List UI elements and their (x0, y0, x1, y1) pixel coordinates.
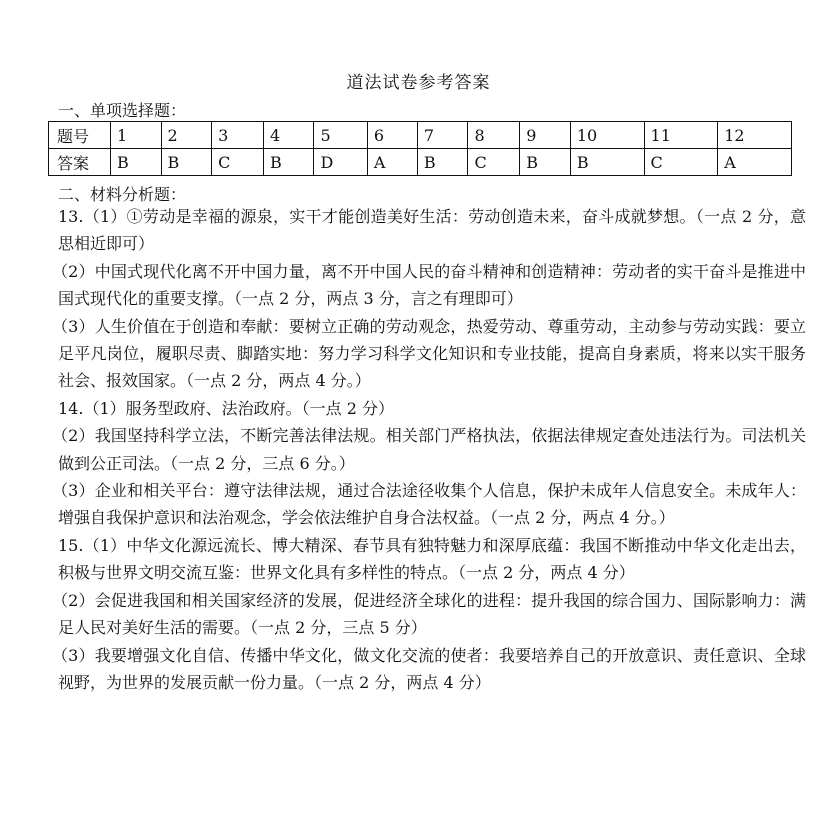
table-cell: 5 (314, 122, 367, 149)
table-cell: C (468, 149, 520, 176)
q15-part1: 15.（1）中华文化源远流长、博大精深、春节具有独特魅力和深厚底蕴：我国不断推动中华文化走出去，积极与世界文明交流互鉴：世界文化具有多样性的特点。（一点 2 分，两点 4 分） (58, 535, 806, 583)
table-cell: B (520, 149, 571, 176)
table-cell: 10 (570, 122, 644, 149)
table-cell: C (212, 149, 264, 176)
table-cell: B (263, 149, 314, 176)
table-cell: 2 (161, 122, 212, 149)
table-cell: D (314, 149, 367, 176)
table-cell: 11 (644, 122, 718, 149)
table-cell: 4 (263, 122, 314, 149)
answers-body (52, 203, 806, 696)
table-cell: B (570, 149, 644, 176)
table-cell: 6 (367, 122, 417, 149)
q15-part3: （3）我要增强文化自信、传播中华文化，做文化交流的使者：我要培养自己的开放意识、责任意识、全球视野，为世界的发展贡献一份力量。（一点 2 分，两点 4 分） (52, 645, 806, 692)
row-label-number: 题号 (49, 122, 111, 149)
section-heading-multiple-choice: 一、单项选择题： (58, 101, 187, 120)
table-cell: 8 (468, 122, 520, 149)
table-cell: B (161, 149, 212, 176)
q14-part1: 14.（1）服务型政府、法治政府。（一点 2 分） (58, 398, 394, 418)
table-cell: 12 (718, 122, 792, 149)
table-cell: B (111, 149, 162, 176)
table-cell: A (367, 149, 417, 176)
row-label-answer: 答案 (49, 149, 111, 176)
table-cell: B (417, 149, 468, 176)
q14-part2: （2）我国坚持科学立法，不断完善法律法规。相关部门严格执法，依据法律规定查处违法行为。司法机关做到公正司法。（一点 2 分，三点 6 分。） (52, 426, 806, 473)
q13-part2: （2）中国式现代化离不开中国力量，离不开中国人民的奋斗精神和创造精神：劳动者的实干奋斗是推进中国式现代化的重要支撑。（一点 2 分，两点 3 分，言之有理即可） (52, 261, 806, 309)
table-cell: C (644, 149, 718, 176)
table-cell: 1 (111, 122, 162, 149)
q13-part1: 13.（1）①劳动是幸福的源泉，实干才能创造美好生活：劳动创造未来，奋斗成就梦想。（一点 2 分，意思相近即可） (58, 207, 806, 254)
page-title: 道法试卷参考答案 (346, 73, 491, 93)
table-cell: 3 (212, 122, 264, 149)
q13-part3: （3）人生价值在于创造和奉献：要树立正确的劳动观念，热爱劳动、尊重劳动，主动参与劳动实践：要立足平凡岗位，履职尽责、脚踏实地：努力学习科学文化知识和专业技能，提高自身素质，将来以实干服务社会、报效国家。（一点 2 分，两点 4 分。） (52, 316, 806, 391)
answer-table (48, 121, 792, 176)
table-row-numbers (49, 122, 792, 149)
table-cell: 9 (520, 122, 571, 149)
section-heading-material-analysis: 二、材料分析题： (58, 185, 187, 204)
q14-part3: （3）企业和相关平台：遵守法律法规，通过合法途径收集个人信息，保护未成年人信息安全。未成年人：增强自我保护意识和法治观念，学会依法维护自身合法权益。（一点 2 分，两点 4 分。） (52, 481, 806, 528)
q15-part2: （2）会促进我国和相关国家经济的发展，促进经济全球化的进程：提升我国的综合国力、国际影响力：满足人民对美好生活的需要。（一点 2 分，三点 5 分） (52, 590, 806, 638)
table-cell: A (718, 149, 792, 176)
table-row-answers (49, 149, 792, 176)
table-cell: 7 (417, 122, 468, 149)
